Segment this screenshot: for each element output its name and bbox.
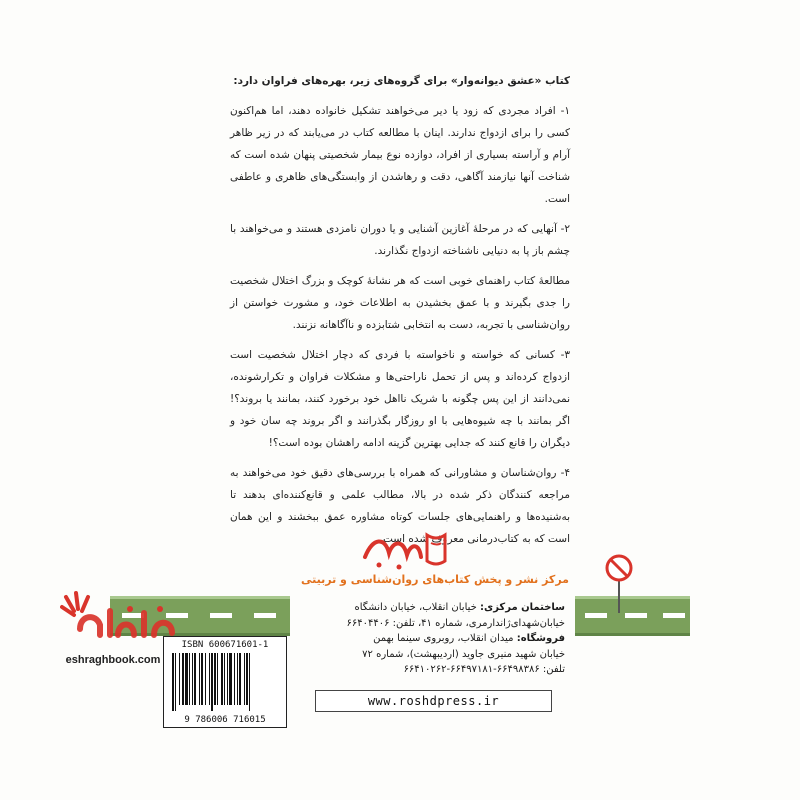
eshragh-watermark-logo-icon: [60, 585, 180, 645]
barcode-bar: [211, 653, 213, 711]
paragraph-3: مطالعهٔ کتاب راهنمای خوبی است که هر نشانهٔ کوچک و بزرگ اختلال شخصیت را جدی بگیرند و با عمق بخشیدن به اطلاعات خود، و مشورت خواستن از روان‌شناسی با تجربه، دست به انتخابی شتابزده و ناآگاهانه نزنند.: [230, 275, 570, 331]
office-line-1: خیابان انقلاب، خیابان دانشگاه: [354, 602, 477, 613]
watermark-url: eshraghbook.com: [65, 654, 161, 666]
isbn-digits: 9 786006 716015: [184, 715, 266, 725]
isbn-barcode: [163, 636, 287, 728]
barcode-bar: [246, 653, 248, 705]
office-label: ساختمان مرکزی:: [480, 602, 565, 613]
isbn-label: ISBN 600671601-1: [181, 640, 269, 650]
publisher-website[interactable]: www.roshdpress.ir: [315, 690, 552, 712]
intro-paragraph: کتاب «عشق دیوانه‌وار» برای گروه‌های زیر، بهره‌های فراوان دارد:: [233, 75, 570, 87]
phone-numbers: تلفن: ۶۶۴۹۸۳۸۶-۶۶۴۹۷۱۸۱-۶۶۴۱۰۲۶۲: [403, 664, 565, 675]
store-address-line-1: [295, 631, 565, 647]
store-line-1: میدان انقلاب، روبروی سینما بهمن: [373, 633, 514, 644]
barcode-bar: [192, 653, 193, 705]
paragraph-2: ۲- آنهایی که در مرحلهٔ آغازین آشنایی و یا دوران نامزدی هستند و می‌خواهند با چشم باز پا به دنیایی ناشناخته ازدواج نگذارند.: [230, 223, 570, 257]
barcode-bar: [239, 653, 241, 705]
barcode-bar: [201, 653, 203, 705]
description-text: [230, 70, 570, 558]
publisher-tagline: مرکز نشر و پخش کتاب‌های روان‌شناسی و تربیتی: [301, 573, 569, 586]
publisher-address: [295, 600, 565, 678]
barcode-bar: [189, 653, 190, 705]
barcode-bar: [221, 653, 223, 705]
no-entry-sign-icon: [603, 553, 635, 613]
barcode-bar: [199, 653, 200, 705]
store-label: فروشگاه:: [516, 633, 565, 644]
barcode-bar: [249, 653, 250, 711]
office-address-line-1: [295, 600, 565, 616]
barcode-bar: [209, 653, 210, 705]
barcode-bar: [205, 653, 206, 705]
barcode-bar: [217, 653, 218, 705]
paragraph-4: ۳- کسانی که خواسته و ناخواسته با فردی که دچار اختلال شخصیت است ازدواج کرده‌اند و پس از تحمل ناراحتی‌ها و مشکلات فراوان و تکرارشونده، نمی‌دانند از این پس چگونه با شریک نااهل خود برخورد کنند، بمانند یا بروند؟! اگر بمانند با چه شیوه‌هایی با او روزگار بگذرانند و اگر بروند چه سان خود و دیگران را قانع کنند که جدایی بهترین گزینه ادامه راهشان بوده است؟!: [230, 349, 570, 449]
barcode-bar: [244, 653, 245, 705]
publisher-logo-icon: [355, 527, 455, 577]
barcode-bar: [185, 653, 188, 705]
office-line-2: خیابان‌شهدای‌ژاندارمری، شماره ۴۱، تلفن: ۶۶۴۰۴۴۰۶: [346, 617, 565, 629]
barcode-bar: [227, 653, 228, 705]
barcode-bar: [179, 653, 180, 705]
barcode-bar: [234, 653, 235, 705]
barcode-bar: [182, 653, 184, 705]
barcode-bar: [175, 653, 176, 711]
store-line-2: خیابان شهید منیری جاوید (اردیبهشت)، شماره ۷۲: [362, 648, 565, 660]
paragraph-1: ۱- افراد مجردی که زود یا دیر می‌خواهند تشکیل خانواده دهند، اما هم‌اکنون کسی را برای ازدواج ندارند. اینان با مطالعه کتاب در می‌یابند که در زیر ظاهر آرام و آراسته بسیاری از افراد، دوازده نوع بیمار شخصیتی پنهان شده است که شناخت آنها نیازمند آگاهی، دقت و رهاشدن از وابستگی‌های ظاهری و عاطفی است.: [230, 105, 570, 205]
barcode-bar: [224, 653, 225, 705]
barcode-bar: [172, 653, 174, 711]
barcode-bar: [237, 653, 238, 705]
barcode-bar: [194, 653, 196, 705]
paragraph-5: ۴- روان‌شناسان و مشاورانی که همراه با بررسی‌های دقیق خود می‌خواهند به مراجعه کنندگان ذکر شده در بالا، مطالب علمی و قانع‌کننده‌ای بدهند تا به‌شنیده‌ها و راهنمایی‌های جلسات کوتاه مشاوره عمق ببخشند و این همان است که به کتاب‌درمانی معروف شده است.: [230, 467, 570, 545]
barcode-bar: [229, 653, 232, 705]
barcode-bars: [164, 653, 286, 711]
barcode-bar: [214, 653, 216, 705]
